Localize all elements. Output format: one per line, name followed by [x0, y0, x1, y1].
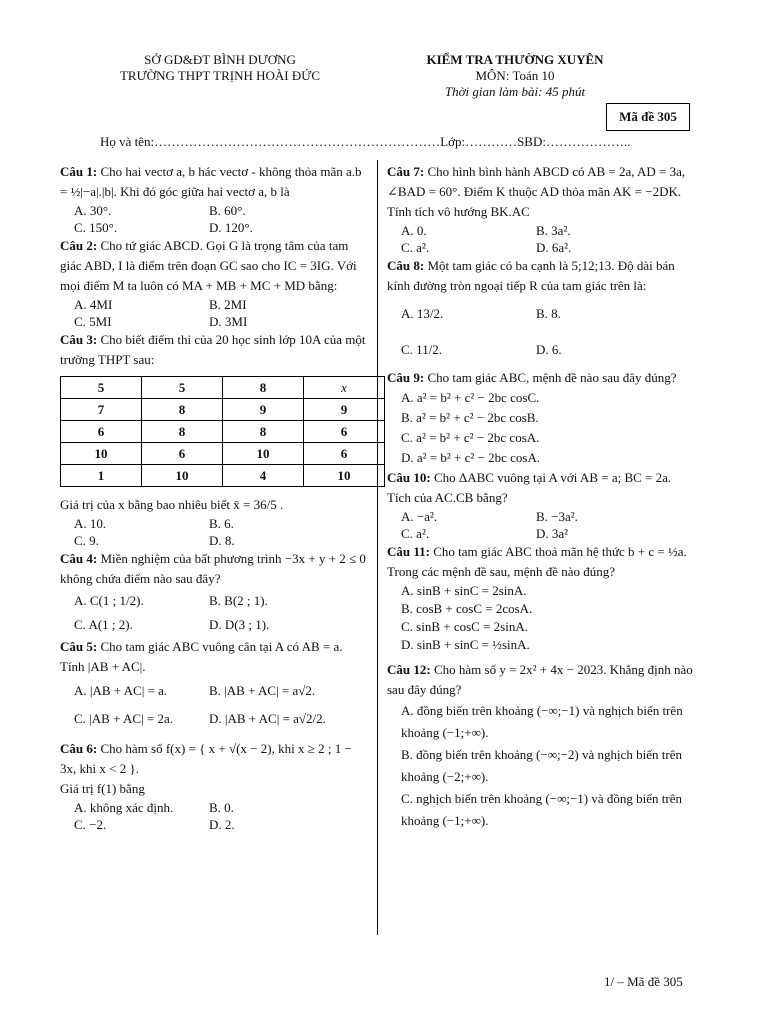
option: B. đồng biến trên khoảng (−∞;−2) và nghịch biến trên khoảng (−2;+∞). — [401, 747, 682, 784]
option: D. 8. — [209, 533, 235, 548]
option: B. 3a². — [536, 223, 571, 238]
option: C. 150°. — [74, 220, 118, 235]
option: A. 13/2. — [401, 306, 444, 321]
option: D. |AB + AC| = a√2/2. — [209, 711, 326, 726]
option: A. −a². — [401, 509, 438, 524]
option: B. 6. — [209, 516, 234, 531]
question-6-ask: Giá trị f(1) bằng — [60, 781, 145, 796]
question-12: Câu 12: Cho hàm số y = 2x² + 4x − 2023. Khẳng định nào sau đây đúng? — [387, 662, 693, 697]
question-2-options — [60, 296, 370, 330]
option: D. 3a² — [536, 526, 569, 541]
question-10-options — [387, 508, 697, 542]
question-7: Câu 7: Cho hình bình hành ABCD có AB = 2a, AD = 3a, ∠BAD = 60°. Điểm K thuộc AD thỏa mãn AK = −2DK. Tính tích vô hướng BK.AC — [387, 164, 686, 219]
right-column — [387, 162, 697, 832]
option: D. a² = b² + c² − 2bc cosA. — [401, 450, 541, 465]
option: C. A(1 ; 2). — [74, 617, 133, 632]
question-5: Câu 5: Cho tam giác ABC vuông cân tại A có AB = a. Tính |AB + AC|. — [60, 639, 343, 674]
question-6: Câu 6: Cho hàm số f(x) = { x + √(x − 2), khi x ≥ 2 ; 1 − 3x, khi x < 2 }. — [60, 741, 352, 776]
option: C. 11/2. — [401, 342, 443, 357]
exam-code-box: Mã đề 305 — [606, 103, 690, 131]
exam-title: KIỂM TRA THƯỜNG XUYÊN — [426, 52, 604, 67]
table-row: 1 10 4 10 — [61, 465, 385, 487]
option: C. a² = b² + c² − 2bc cosA. — [401, 430, 540, 445]
question-5-options — [60, 677, 370, 733]
table-row: 10 6 10 6 — [61, 443, 385, 465]
table-row: 5 5 8 x — [61, 377, 385, 399]
subject: MÔN: Toán 10 — [475, 68, 555, 83]
question-9: Câu 9: Cho tam giác ABC, mệnh đề nào sau đây đúng? — [387, 370, 677, 385]
duration: Thời gian làm bài: 45 phút — [444, 84, 586, 99]
option: B. 8. — [536, 306, 561, 321]
question-1-options — [60, 202, 370, 236]
option: B. −3a². — [536, 509, 578, 524]
question-6-options — [60, 799, 370, 833]
option: B. a² = b² + c² − 2bc cosB. — [401, 410, 539, 425]
option: B. |AB + AC| = a√2. — [209, 683, 316, 698]
score-table — [60, 376, 385, 487]
option: B. B(2 ; 1). — [209, 593, 268, 608]
question-1: Câu 1: Cho hai vectơ a, b hác vectơ - không thỏa mãn a.b = ½|−a|.|b|. Khi đó góc giữa hai vectơ a, b là — [60, 164, 362, 199]
option: A. C(1 ; 1/2). — [74, 593, 144, 608]
question-11-options — [387, 582, 697, 654]
table-row: 6 8 8 6 — [61, 421, 385, 443]
option: A. đồng biến trên khoảng (−∞;−1) và nghịch biến trên khoảng (−1;+∞). — [401, 703, 683, 740]
option: A. |AB + AC| = a. — [74, 683, 168, 698]
page-footer: 1/ – Mã đề 305 — [604, 974, 683, 989]
question-3: Câu 3: Cho biết điểm thi của 20 học sinh lớp 10A của một trường THPT sau: — [60, 332, 366, 367]
option: C. sinB + cosC = 2sinA. — [401, 619, 528, 634]
school-name: TRƯỜNG THPT TRỊNH HOÀI ĐỨC — [119, 68, 320, 83]
column-divider — [377, 160, 378, 935]
question-11: Câu 11: Cho tam giác ABC thoả mãn hệ thức b + c = ½a. Trong các mệnh đề sau, mệnh đề nào đúng? — [387, 544, 687, 579]
question-2: Câu 2: Cho tứ giác ABCD. Gọi G là trọng tâm của tam giác ABD, I là điểm trên đoạn GC sao cho IC = 3IG. Với mọi điểm M ta luôn có MA + MB + MC + MD bằng: — [60, 238, 357, 293]
exam-header — [385, 52, 645, 100]
question-12-options — [387, 700, 697, 832]
option: C. nghịch biến trên khoảng (−∞;−1) và đồng biến trên khoảng (−1;+∞). — [401, 791, 682, 828]
department-name: SỞ GD&ĐT BÌNH DƯƠNG — [144, 52, 296, 67]
question-4: Câu 4: Miền nghiệm của bất phương trình −3x + y + 2 ≤ 0 không chứa điểm nào sau đây? — [60, 551, 366, 586]
option: D. D(3 ; 1). — [209, 617, 270, 632]
question-9-options — [387, 388, 697, 468]
option: A. 10. — [74, 516, 107, 531]
option: A. 0. — [401, 223, 427, 238]
option: C. −2. — [74, 817, 107, 832]
option: B. cosB + cosC = 2cosA. — [401, 601, 533, 616]
option: D. sinB + sinC = ½sinA. — [401, 637, 530, 652]
left-column — [60, 162, 370, 833]
student-info-line: Họ và tên:…………………………………………………………Lớp:…………SBD:……………….. — [100, 134, 631, 149]
option: D. 3MI — [209, 314, 248, 329]
table-row: 7 8 9 9 — [61, 399, 385, 421]
question-8-options — [387, 296, 697, 368]
option: B. 2MI — [209, 297, 247, 312]
question-4-options — [60, 589, 370, 637]
option: D. 2. — [209, 817, 235, 832]
question-10: Câu 10: Cho ΔABC vuông tại A với AB = a; BC = 2a. Tích của AC.CB bằng? — [387, 470, 672, 505]
question-3-options — [60, 515, 370, 549]
option: D. 6a². — [536, 240, 572, 255]
option: A. a² = b² + c² − 2bc cosC. — [401, 390, 540, 405]
option: B. 0. — [209, 800, 234, 815]
option: C. 9. — [74, 533, 99, 548]
question-7-options — [387, 222, 697, 256]
option: A. không xác định. — [74, 800, 174, 815]
option: B. 60°. — [209, 203, 246, 218]
option: D. 120°. — [209, 220, 253, 235]
school-header — [100, 52, 340, 84]
question-8: Câu 8: Một tam giác có ba cạnh là 5;12;13. Độ dài bán kính đường tròn ngoại tiếp R của tam giác trên là: — [387, 258, 675, 293]
option: C. 5MI — [74, 314, 112, 329]
option: C. |AB + AC| = 2a. — [74, 711, 173, 726]
option: C. a². — [401, 526, 430, 541]
option: A. 30°. — [74, 203, 112, 218]
option: A. sinB + sinC = 2sinA. — [401, 583, 527, 598]
option: A. 4MI — [74, 297, 113, 312]
option: D. 6. — [536, 342, 562, 357]
question-3-ask: Giá trị của x bằng bao nhiêu biết x̄ = 36/5 . — [60, 497, 284, 512]
option: C. a². — [401, 240, 430, 255]
